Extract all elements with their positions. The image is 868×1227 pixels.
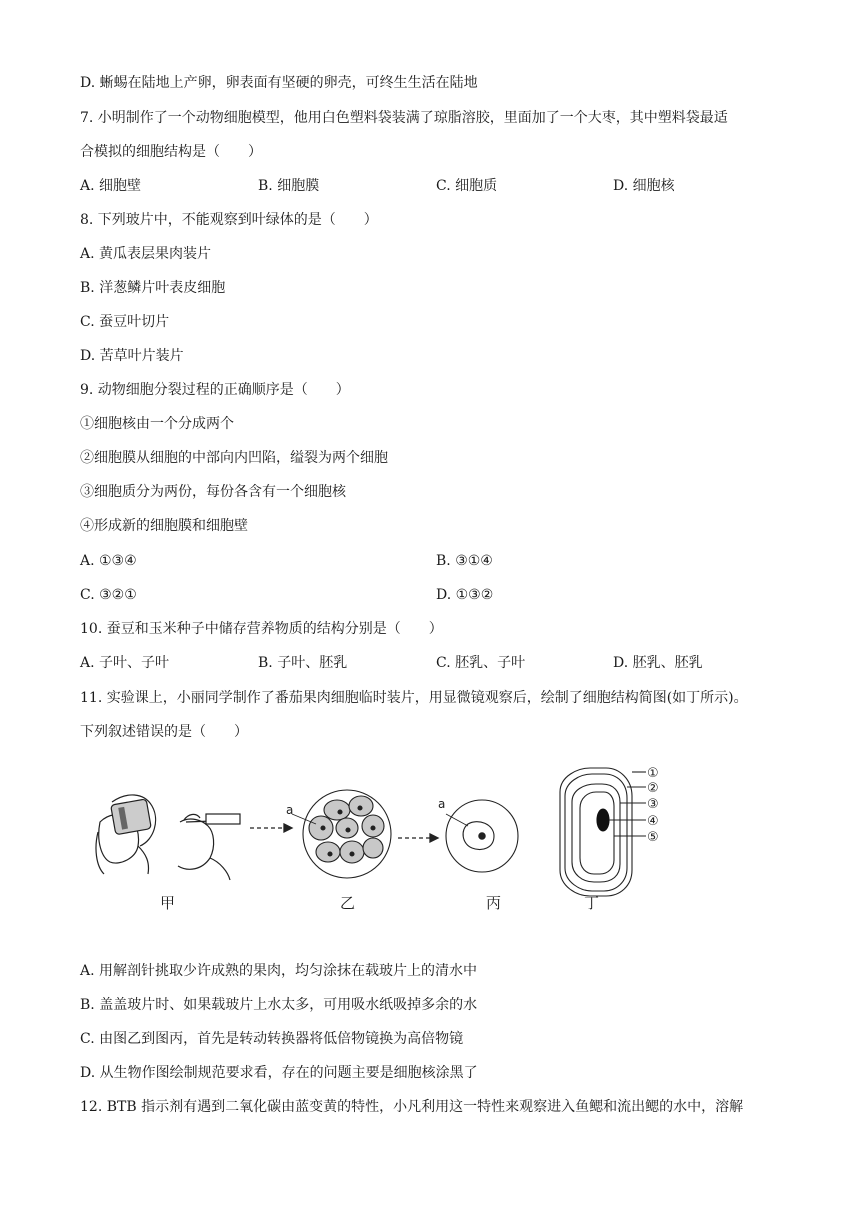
figure-ding-number-1: ①	[647, 766, 659, 781]
q9-statement-3: ③细胞质分为两份，每份各含有一个细胞核	[80, 484, 346, 500]
q9-option-b: B. ③①④	[436, 553, 493, 569]
q7-stem-line1: 7. 小明制作了一个动物细胞模型，他用白色塑料袋装满了琼脂溶胶，里面加了一个大枣，其中塑料袋最适	[80, 110, 728, 126]
q10-option-b: B. 子叶、胚乳	[258, 655, 348, 671]
q11-figure	[90, 762, 690, 922]
q11-option-d: D. 从生物作图绘制规范要求看，存在的问题主要是细胞核涂黑了	[80, 1065, 478, 1081]
q9-option-d: D. ①③②	[436, 587, 494, 603]
q11-stem-line2: 下列叙述错误的是（ ）	[80, 724, 248, 740]
figure-label-bing: 丙	[486, 894, 502, 912]
q6-option-d: D. 蜥蜴在陆地上产卵，卵表面有坚硬的卵壳，可终生生活在陆地	[80, 75, 478, 91]
figure-ding-number-5: ⑤	[647, 830, 659, 845]
q8-option-b: B. 洋葱鳞片叶表皮细胞	[80, 280, 226, 296]
figure-bing-cell	[446, 800, 518, 872]
figure-arrow-1	[250, 824, 292, 832]
q7-option-c: C. 细胞质	[436, 178, 498, 194]
figure-yi-marker-a: a	[286, 803, 294, 817]
q10-option-d: D. 胚乳、胚乳	[613, 655, 703, 671]
figure-jia-hands	[96, 795, 240, 880]
q10-option-c: C. 胚乳、子叶	[436, 655, 526, 671]
q10-stem: 10. 蚕豆和玉米种子中储存营养物质的结构分别是（ ）	[80, 621, 443, 637]
q9-option-c: C. ③②①	[80, 587, 137, 603]
q7-option-d: D. 细胞核	[613, 178, 675, 194]
figure-yi-cells	[292, 790, 391, 878]
q9-statement-4: ④形成新的细胞膜和细胞壁	[80, 518, 248, 534]
figure-label-ding: 丁	[584, 894, 600, 912]
q11-option-b: B. 盖盖玻片时、如果载玻片上水太多，可用吸水纸吸掉多余的水	[80, 997, 478, 1013]
q9-statement-1: ①细胞核由一个分成两个	[80, 416, 234, 432]
q8-option-c: C. 蚕豆叶切片	[80, 314, 170, 330]
q11-option-c: C. 由图乙到图丙，首先是转动转换器将低倍物镜换为高倍物镜	[80, 1031, 464, 1047]
q8-option-d: D. 苦草叶片装片	[80, 348, 184, 364]
q7-option-b: B. 细胞膜	[258, 178, 320, 194]
figure-label-yi: 乙	[340, 894, 356, 912]
q7-stem-line2: 合模拟的细胞结构是（ ）	[80, 144, 262, 160]
q10-option-a: A. 子叶、子叶	[80, 655, 170, 671]
q7-option-a: A. 细胞壁	[80, 178, 142, 194]
figure-ding-number-4: ④	[647, 814, 659, 829]
q8-option-a: A. 黄瓜表层果肉装片	[80, 246, 212, 262]
figure-ding-cell	[560, 768, 646, 896]
q9-stem: 9. 动物细胞分裂过程的正确顺序是（ ）	[80, 382, 350, 398]
figure-label-jia: 甲	[160, 894, 176, 912]
q11-option-a: A. 用解剖针挑取少许成熟的果肉，均匀涂抹在载玻片上的清水中	[80, 963, 478, 979]
q9-statement-2: ②细胞膜从细胞的中部向内凹陷，缢裂为两个细胞	[80, 450, 388, 466]
figure-ding-number-2: ②	[647, 781, 659, 796]
figure-ding-number-3: ③	[647, 797, 659, 812]
q8-stem: 8. 下列玻片中，不能观察到叶绿体的是（ ）	[80, 212, 378, 228]
figure-arrow-2	[398, 834, 438, 842]
q11-stem-line1: 11. 实验课上，小丽同学制作了番茄果肉细胞临时装片，用显微镜观察后，绘制了细胞结构简图(如丁所示)。	[80, 690, 748, 706]
figure-bing-marker-a: a	[438, 797, 446, 811]
q12-stem: 12. BTB 指示剂有遇到二氧化碳由蓝变黄的特性，小凡利用这一特性来观察进入鱼鳃和流出鳃的水中，溶解	[80, 1099, 744, 1115]
q9-option-a: A. ①③④	[80, 553, 137, 569]
